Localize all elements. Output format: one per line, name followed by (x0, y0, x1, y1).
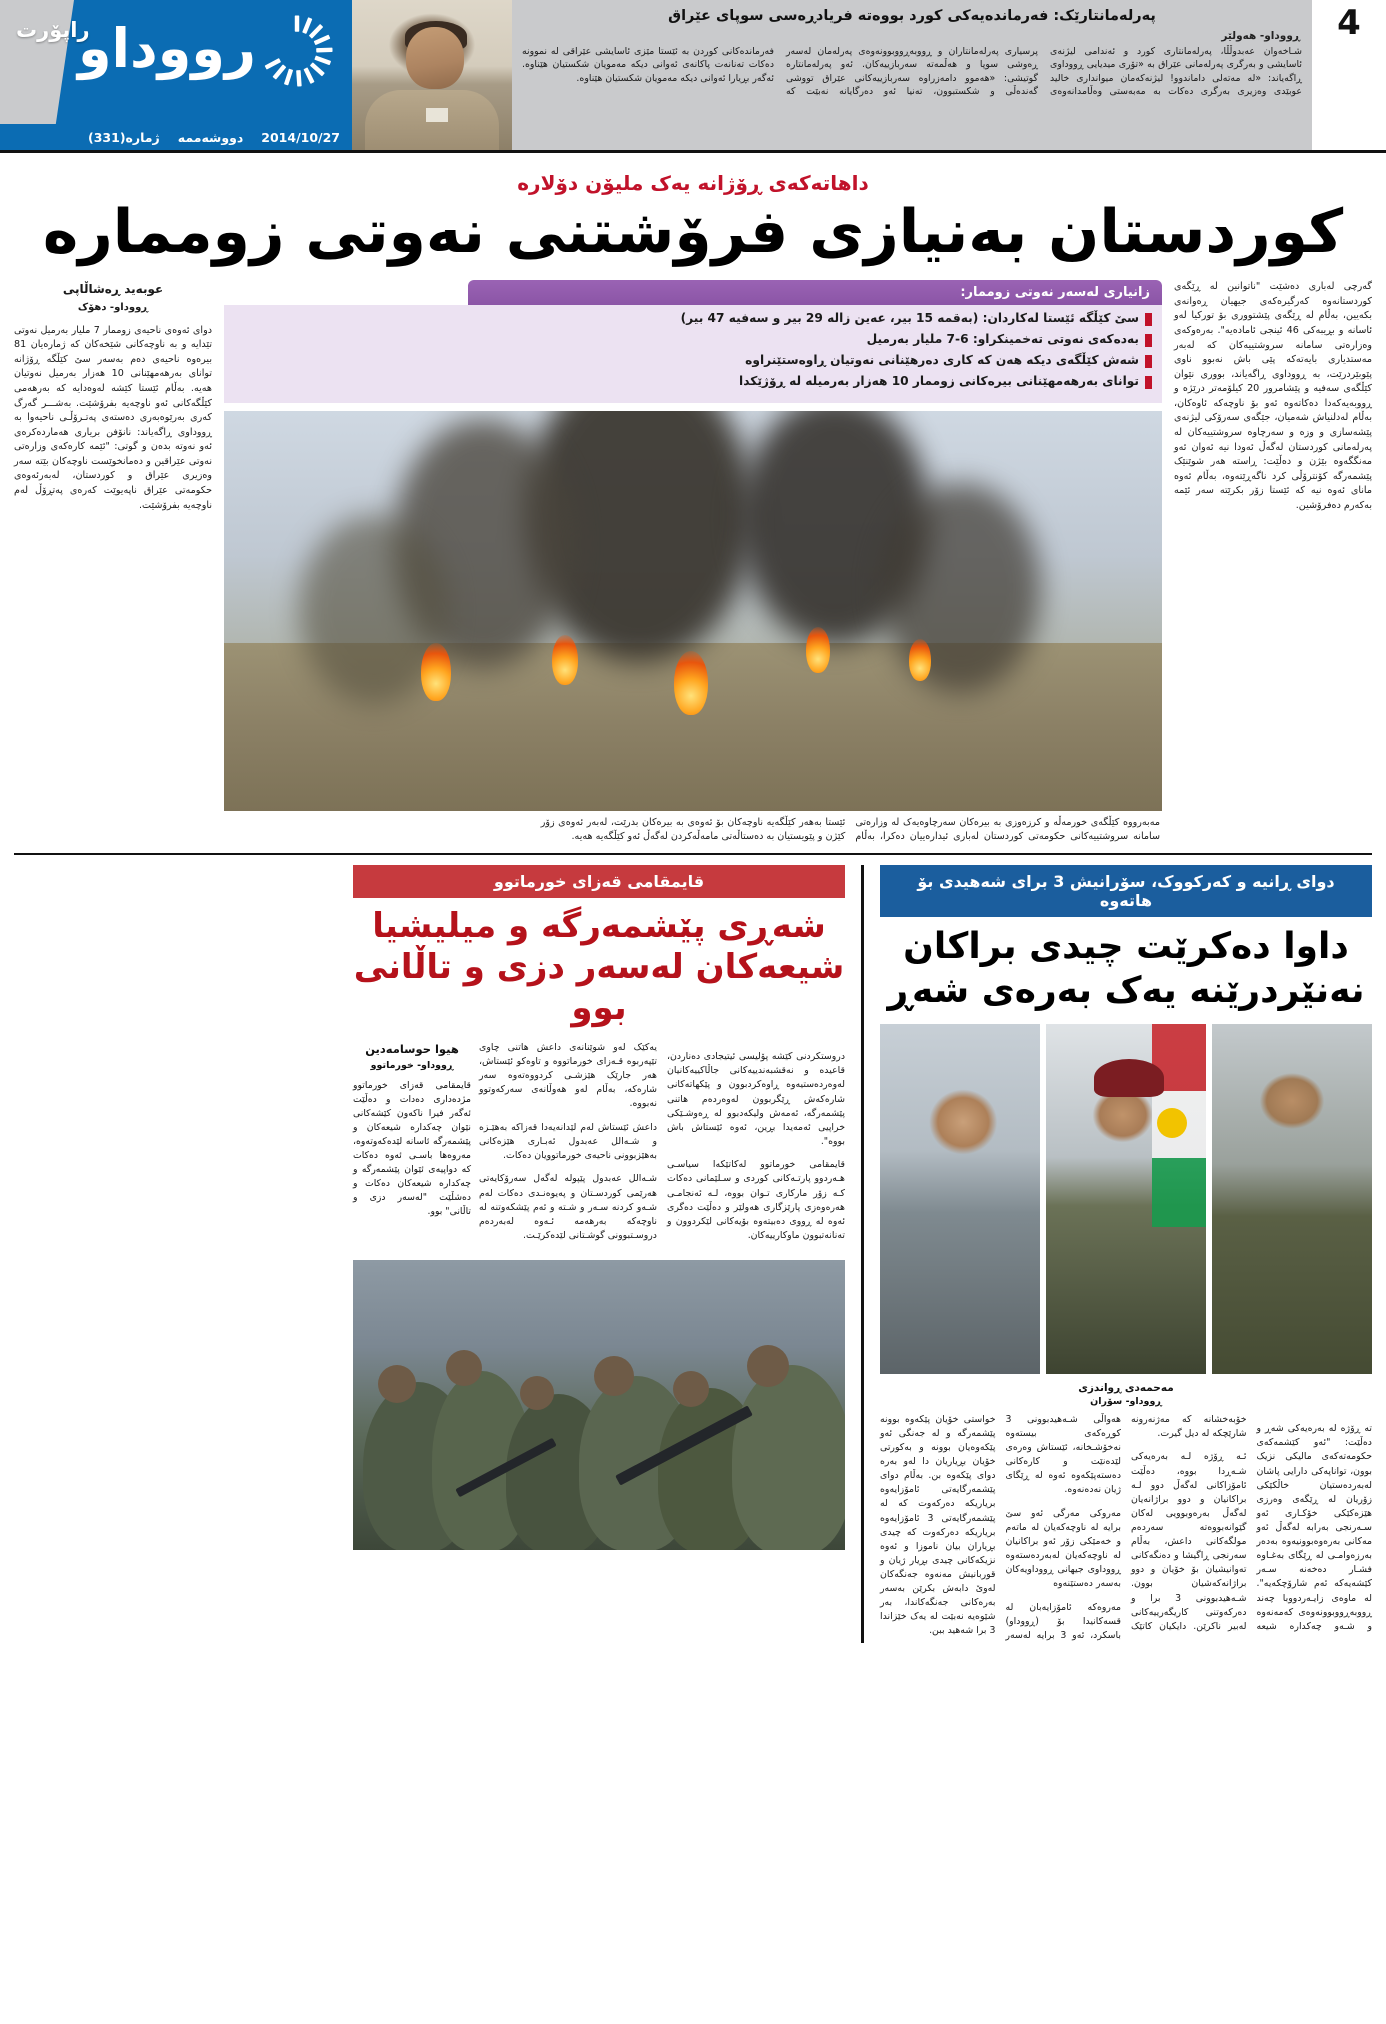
publication-date: 2014/10/27 (261, 129, 340, 145)
crowd-head (378, 1365, 416, 1403)
lead-right-column (14, 280, 212, 513)
bottom-right-paragraph: قایمقامی خورماتوو لەکاتێکەا سیاسـی هـەردوو پارتـەکانی کوردی و سـلێمانی دەکات کـە زۆر مارکاری تـوان بووە، لـە ئەنجامـی هەرەوەزی پارێزگاری هەولێر و دەڵێت دەگری ئەوە لە ڕووی دەبیتەوە بۆیەکانی لێکردوون و تەنانەتبوون ماوکارییەکان. (667, 1159, 845, 1241)
info-item-text: توانای بەرهەمهێنانی بیرەکانی زوممار 10 هەزار بەرمیلە لە ڕۆژێکدا (739, 373, 1139, 388)
flame (421, 643, 451, 701)
photo-face (406, 27, 464, 89)
sunburst-icon (260, 14, 334, 88)
bottom-left-paragraph: ئـە ڕۆژە لـە بەرەیەکی شـەڕدا بووە، دەڵێت ئامۆزاکانی لەگەڵ دوو لـە براکانیان و دوو براژانەیان لەگەڵ بەرەوبوویی لەکان گێوانەبووەتە سەردەم مولگەکانی داعش، بەڵام سەرنجی ڕاگیشا و دەنگەکانی تەوانیشیان بۆ خۆیان و دوو براژانەکەشیان بوون. شـەهیدبوونی 3 برا و دەرکەوتنی کاریگەرییەکانی لەبیر ناکرێن. دایکیان کاتێک هەواڵی شـەهیدبوونی 3 کوڕەکەی بیستەوە نەخۆشـخانە، ئێستاش وەرەی لێدەنێت و کارەکانی دەستەپێکەوە ئەوە لە ڕێگای ژیان نەدەنەوە. (1005, 1413, 1247, 1632)
crowd-figure (732, 1365, 845, 1551)
bottom-right-paragraph: داعش ئێستاش لەم لێدانەیەدا قەزاکە بەهێـزە و شـەالل عەبدول ئەبـاری هێزەکانی بەهێزبوونی ناحیەی خورماتوویان دەکات. (479, 1121, 657, 1161)
bottom-left-paragraph: تە ڕۆژە لە بەرەیەکی شەڕ و دەڵێت: "ئەو کێشمەکەی حکومەتەکەی مالیکی نزیک بوون، تواناپەکی دارایی پاشان لەبەردەستیان خاڵکێکی زۆریان لە ڕێگەی وەرزی هێزەکێکی خۆکـاری ئەو سـەرنجی بەرابە لەگەڵ ئەو مەکانی بەرەوەبوونیەوە بەدەر بەرزەوامـی لە ڕێگای بەغـاوە فشـار دەخەنە سـەر کێشەیەکە ئەم شارۆچکەیە". لە ماوەی زایـەردووبا چەند ڕووبەڕووبوونەوەی کەمەنەوە و شـەو چەکدارە شیعە خۆبەخشانە کە مەژنەرونە شارێچکە لە دیل گیرت. (1131, 1413, 1372, 1632)
lead-kicker: داهاتەکەی ڕۆژانە یەک ملیۆن دۆلارە (517, 171, 869, 195)
info-item (234, 353, 1152, 369)
lead-author: عوبەید ڕەشاڵاپی (62, 282, 164, 297)
lead-right-body: دوای ئەوەی ناحیەی زوممار 7 ملیار بەرمیل نەوتی تێدایە و بە ناوچەکانی شێخەکان کە ژمارەیان 81 بیرەوە ناحیەی دەم بەسەر سێ کێڵگە ڕۆژانە تواناى بەرهەمهێنانی 10 هەزار بەرمیل نەوتیان هەیە. بەڵام ئێستا کێشە لەوەدایە کە بەرهەمی کێڵگەکانی ئەو ناوچەیە بفرۆشێت. بەشـــر گەرگ کەری بەرێوەبەری دەستەی پەتـرۆڵـی ناحیەوا بە ڕووداوی ڕاگەیاند: نانۆفن بریاری هەماردەکرەی ئەو نەوتە بدەن و گوتی: "ئێمە کارەکەی وزارەتی نەوتی عێراقین و دەمانخوێست ناوچەکان بێتە سەر وەزیری عێراق و کوردستان، لەبەرئەوەی حکومەتی عێراق ناپەیوێت کەرەی پەتڕۆڵ لەم ناوچەیە بفرۆشێت. (14, 324, 212, 511)
lead-headline: کوردستان بەنیازی فرۆشتنی نەوتی زوممارە (42, 197, 1344, 267)
bottom-right-columns (479, 1041, 845, 1253)
page-number: 4 (1337, 3, 1361, 43)
bottom-left-photo-row (880, 1024, 1372, 1374)
top-strip-body: شـاخەوان عەبدوڵڵا، پەرلەمانتاری کورد و ئەندامی لیژنەی ئاسایشی و بەرگری پەرلەمانی عێراق بە «تۆری میدیایی ڕووداوی ڕاگەیاند: «لە مەتەلی داماندوو! لیژنەکەمان میوانداری خالید عوبێدی وەزیری بەرگری دەکات بە مەبەستی وەڵامدانەوەی پرسیاری پەرلەمانتاران و ڕووبەڕووبوونەوەی پەرلەمان لەسەر ڕەوشی سوپا و هەڵمەتە سەربازییەکان. ئەو پەرلەمانتارە گوتیشی: «هەموو دامەزراوە سەربازییەکانی عێراق تووشی گەندەڵی و شکستبوون، تەنیا ئەو دەرگایانە نەبێت کە فەرماندەکانی کوردن بە ئێستا مێزی ئاسایشی عێراقی لە نموونە دەکات تەنانەت پاکانەی ئەوانی دیکە مەمویان شکستیان هێناوە. ئەگەر بڕیارا ئەوانی دیکە مەمویان شکستیان هێناوە. (522, 46, 1302, 98)
flame (806, 627, 830, 673)
soldier-photo-3 (880, 1024, 1040, 1374)
page-number-box (1312, 0, 1386, 150)
bottom-right-paragraph: دروستکردنی کێشە پۆلیسی ئیتیجادی دەناردن، قاعیدە و نەقشبەندییەکانی جاڵاکییەکانیان لەوەردەستیەوە ڕاوەکردبوون و پێکهاتەکانی شارەکەش ڕێگربوون لەوەردەم هاتنی پێشمەرگە، ئەمەش ولیکەدبوو لە ڕەوشـێکی خراپیی ئەمەیدا بڕین، ئەوە ئێستاش باش بووە". (667, 1051, 845, 1147)
bottom-left-paragraph: مەروەکە ئامۆزایەبان لە قسەکانیدا بۆ (ڕووداو) باسکرد، ئەو 3 برایە لەسەر خواستی خۆیان پێکەوە بوونە پێشمەرگە و لە جەنگی ئەو پێکەوەیان بوونە و بەکورتی خۆیان بڕیاریان دا لەو بەرە دوای پێکەوە بن. بەڵام دوای پێشمەرگایەتی ئامۆزایەوە بریاریکە دەرکەوت کە لە پێشمەرگایەتی 3 ئامۆزایەوە بریاریکە دەرکەوت کە چیدی بڕیاران بیان ناموزا و ئەوە نزیکەکانی چیدی بڕیار ژیان و قوربانیش مەنەوە جەنگەکان لەوێ دابەش بکرێن بەسەر بەرەکانی جەنگەکاندا، بەر شێوەیە نەبێت لە یەک خێزاندا 3 برا شەهید ببن. (880, 1413, 1121, 1642)
publication-weekday: دووشەممە (177, 129, 244, 145)
lead-center-column (224, 280, 1162, 843)
top-strip (0, 0, 1386, 150)
smoke-plume (881, 483, 1041, 693)
bottom-left-caption-source: ڕووداو- سۆران (1090, 1395, 1162, 1407)
soldier-photo-2 (1046, 1024, 1206, 1374)
lead-author-source: ڕووداو- دهۆک (77, 302, 149, 314)
section-label: راپۆرت (16, 18, 90, 42)
bottom-section (0, 855, 1386, 1657)
bottom-right-grid (353, 1041, 845, 1253)
bullet-icon (1145, 376, 1152, 389)
info-item (234, 332, 1152, 348)
masthead (0, 0, 352, 150)
bottom-right-side-body: قایمقامی قەزای خورماتوو مژدەداری دەدات و دەڵێت ئەگەر فیرا ناکەون کێشەکانی نێوان چەکدارە شیعەکان و پێشمەرگە ئاسانە لێدەکەوتەوە، مەروەها باسـی ئەوە دەکات کە دواپیەی ئێوان پێشمەرگە و چەکدارە شیعەکان دەکات و دەشڵێت "لەسەر دزی و تاڵانی" بوو. (353, 1080, 471, 1217)
bottom-right-author: هیوا حوسامەدین (365, 1041, 459, 1056)
top-strip-kicker: پەرلەمانتارێک: فەرماندەیەکی کورد بووەتە فریادڕەسی سوپای عێراق (668, 8, 1156, 24)
bottom-divider (861, 865, 864, 1643)
bottom-left-paragraph: مەروکی مەرگی ئەو سێ برایە لە ناوچەکەیان لە ماتەم و خەمێکی زۆر ئەو براکانیان لە ناوچەکەیان لەبەردەستەوە ڕووداوی جیهانی ڕووداویەکان بەسەر دەستێنەوە (1005, 1507, 1121, 1590)
bullet-icon (1145, 313, 1152, 326)
flame (674, 651, 708, 715)
info-box-body (224, 305, 1162, 402)
bottom-right-banner: قایمقامی قەزای خورماتوو (353, 865, 845, 898)
lead-left-column: گەرچی لەباری دەشێت "ناتوانین لە ڕێگەی کوردستانەوە کەرگیرەکەی جیهیان ڕەوانەی بکەیین، بەڵام لە ڕێگەی پێشتووری بۆ تورکیا لەو ئاسانە و بڕیبەکی 46 ئینجی ئامادەیە". بەرەوکەی وەزارەتی سامانە سروشتییەکان کە لەبەر مەستدیاری بایەتەکە پێی باش نەبوو ناوی پێوبێردرێت، بە ڕووداوی ڕاگەیاند، بووری نێوان کێڵگەی سەفیە و پێشامرور 20 کیلۆمەتر درێژە و ڕووبەیەکەدا دەکاتەوە ئەو بۆ ناوچەکە ئاوەکان، بەڵام لەدلنیاش شەمیان، جێگەی سەرۆکی لیژنەی پێشەسازی و وزە و سەرچاوە سروشتییەکان لە پەرلەمانی کوردستان لەگەڵ ئەودا نیە ئەوان ئەو مەنگگەوە بێژن و دەڵێت: ڕاستە هەر شوێنێک پێشمەرگە کۆنترۆڵی کرد ناگەڕێتەوە، بەڵام ئەوە مانای ئەوە نیە کە ئێستا زۆر بکرێتە سەر ئێمە بەکەرم دەفرۆشین. (1174, 281, 1372, 511)
info-item (234, 374, 1152, 390)
bottom-right-paragraph: یەکێک لەو شوێنانەی داعش هاتنی چاوی تێپەربوە قـەزای خورماتووە و تاوەکو ئێستاش، هەر جارێک هێزشـی کردووەتەوە سەر شارەکە، بەڵام لەو هەوڵانەی سەرکەوتوو نەبووە. (479, 1041, 657, 1110)
bottom-right-side-column (353, 1041, 471, 1219)
photo-badge (426, 108, 448, 122)
info-item-text: شەش کێڵگەی دیکە هەن کە کاری دەرهێنانی نەوتیان ڕاوەستێنراوە (745, 352, 1139, 367)
bottom-left-banner: دوای ڕانیە و کەرکووک، سۆرانیش 3 برای شەهیدی بۆ هاتەوە (880, 865, 1372, 917)
date-bar (0, 124, 352, 150)
bottom-left-columns (880, 1413, 1372, 1643)
bottom-left-story (872, 865, 1372, 1643)
oil-info-box (224, 280, 1162, 402)
crowd-photo (353, 1260, 845, 1550)
crowd-head (594, 1356, 634, 1396)
bottom-left-headline: داوا دەکرێت چیدی براکان نەنێردرێنە یەک بەرەی شەڕ (887, 926, 1365, 1011)
crowd-head (673, 1371, 709, 1407)
brand-logo[interactable]: رووداو (77, 17, 256, 80)
bottom-right-main (479, 1041, 845, 1253)
crowd-head (747, 1345, 789, 1387)
bottom-right-story (353, 865, 853, 1643)
issue-number: ژمارە(331) (88, 129, 160, 145)
beret (1094, 1059, 1164, 1097)
oil-fire-photo (224, 411, 1162, 811)
top-strip-article (512, 0, 1312, 150)
info-box-title: زانیاری لەسەر نەوتی زوممار: (468, 280, 1162, 305)
lead-photo-caption: مەبەرووە کێڵگەی خورمەڵە و کرزەوزی بە بیرەکان سەرچاوەیەک لە وزارەتی سامانە سروشتییەکانی حکومەتی کوردستان لەباری ئیدارەییان دەکرا، بەڵام ئێستا بەهەر کێڵگەیە ناوچەکان بۆ ئەوەی بە بیرەکان بدرێت، لەبەر ئەوەی زۆر کێژن و پێویستیان بە دەستاڵەتی مامەڵەکردن لەگەڵ ئەو کێڵگەیە هەیە. (540, 816, 1160, 842)
bottom-left-caption: مەحمەدی ڕواندزی (1078, 1381, 1174, 1394)
bullet-icon (1145, 355, 1152, 368)
bottom-right-paragraph: شـەالل عەبدول پێپولە لەگەل سەرۆکایەتی هەرێمی کوردسـتان و پەیوەنـدی دەکات لەم شـەو کردنە سـەر و شـتە و ئەم پێشکەوتنە لە ناوچەکە بەرهەمە ئـەوە لەبەردەم دروسـتبوونی گوشـتانی لێدەکرێـت. (479, 1173, 657, 1241)
bottom-right-headline: شەڕی پێشمەرگە و میلیشیا شیعەکان لەسەر دزی و تاڵانی بوو (353, 906, 845, 1029)
flag-sun-icon (1157, 1108, 1187, 1138)
soldier-photo-1 (1212, 1024, 1372, 1374)
info-item-text: بەدەکەی نەوتی تەخمینکراو: 6-7 ملیار بەرمیل (866, 332, 1139, 347)
flame (909, 639, 931, 681)
info-item (234, 311, 1152, 327)
bottom-right-author-source: ڕووداو- خورماتوو (370, 1060, 454, 1072)
lead-story (0, 153, 1386, 843)
bullet-icon (1145, 334, 1152, 347)
lead-grid (14, 280, 1372, 843)
flame (552, 635, 578, 685)
info-item-text: سێ کێڵگە ئێستا لەکاردان: (بەقمە 15 بیر، عەین زالە 29 بیر و سەفیە 47 بیر) (680, 311, 1139, 326)
top-strip-photo (352, 0, 512, 150)
top-strip-byline: ڕووداو- هەولێر (1221, 30, 1300, 42)
